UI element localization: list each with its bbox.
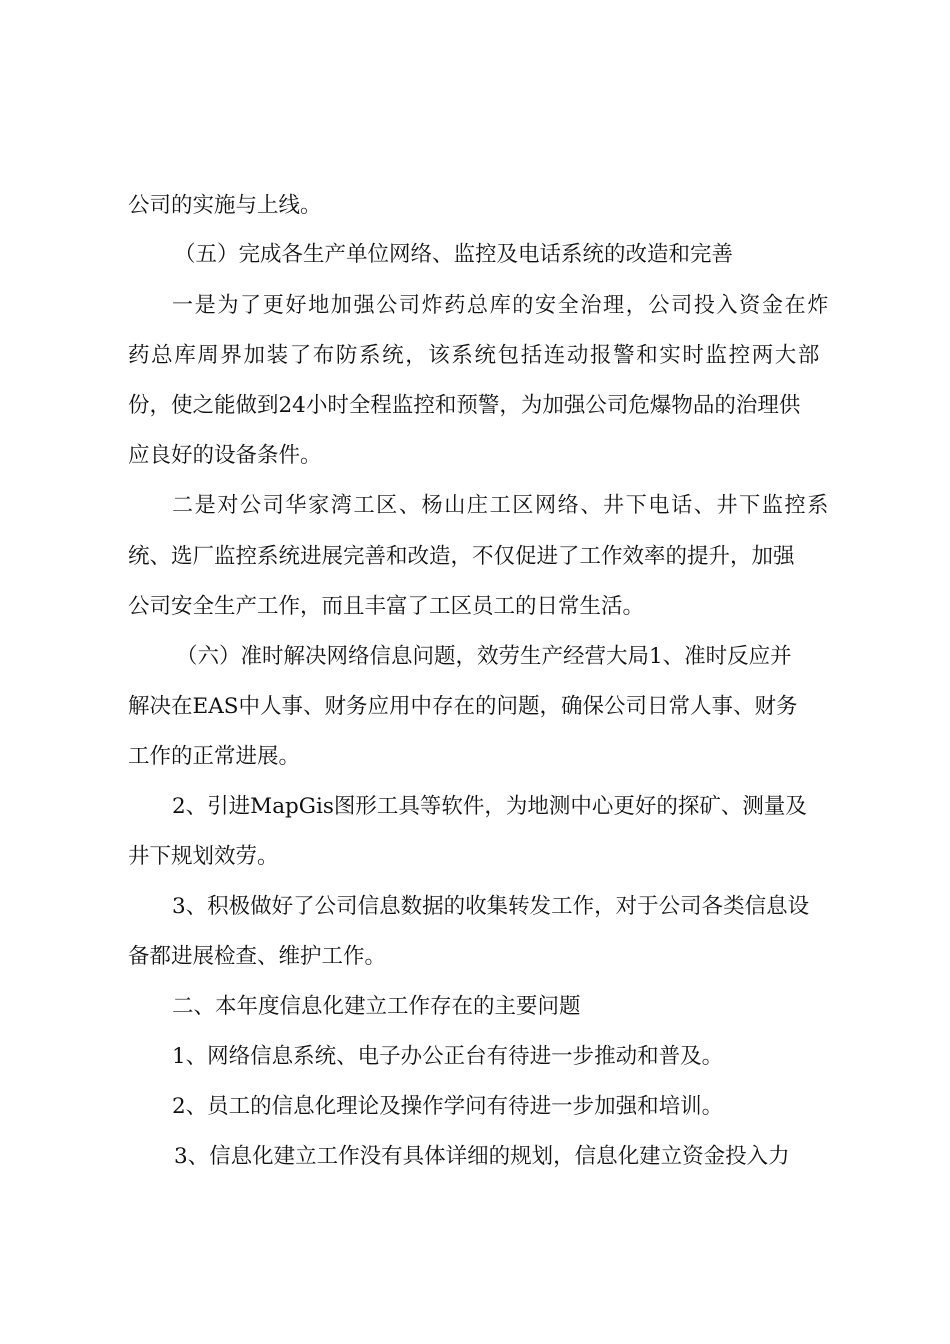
section-heading — [0, 238, 950, 272]
section-heading — [0, 990, 950, 1024]
text-line — [0, 1040, 950, 1074]
text-line — [0, 590, 950, 624]
text-line-content: 二是对公司华家湾工区、杨山庄工区网络、井下电话、井下监控系 — [172, 493, 830, 518]
text-line-content: 2、员工的信息化理论及操作学问有待进一步加强和培训。 — [172, 1094, 724, 1119]
text-line — [0, 790, 950, 824]
text-line-content: 统、选厂监控系统进展完善和改造，不仅促进了工作效率的提升，加强 — [128, 544, 795, 569]
text-line — [0, 1140, 950, 1174]
text-line — [0, 289, 950, 323]
text-line — [0, 940, 950, 974]
text-line-content: 3、积极做好了公司信息数据的收集转发工作，对于公司各类信息设 — [172, 894, 810, 919]
text-line — [0, 1090, 950, 1124]
text-line-content: （六）准时解决网络信息问题，效劳生产经营大局1、准时反应并 — [176, 644, 792, 669]
text-line — [0, 439, 950, 473]
text-line-content: 应良好的设备条件。 — [128, 443, 322, 468]
text-line-content: 3、信息化建立工作没有具体详细的规划，信息化建立资金投入力 — [174, 1144, 790, 1169]
text-line-content: 二、本年度信息化建立工作存在的主要问题 — [172, 994, 581, 1019]
text-line-content: 解决在EAS中人事、财务应用中存在的问题，确保公司日常人事、财务 — [128, 694, 798, 719]
text-line-content: 2、引进MapGis图形工具等软件，为地测中心更好的探矿、测量及 — [172, 794, 807, 819]
text-line-content: 药总库周界加装了布防系统，该系统包括连动报警和实时监控两大部 — [128, 343, 822, 368]
text-line-content: 1、网络信息系统、电子办公正台有待进一步推动和普及。 — [172, 1044, 724, 1069]
text-line — [0, 540, 950, 574]
text-line — [0, 740, 950, 774]
text-line — [0, 840, 950, 874]
text-line — [0, 389, 950, 423]
text-line-content: 一是为了更好地加强公司炸药总库的安全治理，公司投入资金在炸 — [172, 293, 830, 318]
text-line-content: 备都进展检查、维护工作。 — [128, 944, 387, 969]
text-line-content: 工作的正常进展。 — [128, 744, 301, 769]
text-line-content: 公司安全生产工作，而且丰富了工区员工的日常生活。 — [128, 594, 645, 619]
text-line-content: 份，使之能做到24小时全程监控和预警，为加强公司危爆物品的治理供 — [128, 393, 801, 418]
text-line-content: 井下规划效劳。 — [128, 844, 279, 869]
text-line — [0, 890, 950, 924]
text-line — [0, 489, 950, 523]
text-line — [0, 189, 950, 223]
section-heading — [0, 640, 950, 674]
text-line — [0, 339, 950, 373]
text-line — [0, 690, 950, 724]
text-line-content: （五）完成各生产单位网络、监控及电话系统的改造和完善 — [174, 242, 734, 267]
text-line-content: 公司的实施与上线。 — [128, 193, 322, 218]
